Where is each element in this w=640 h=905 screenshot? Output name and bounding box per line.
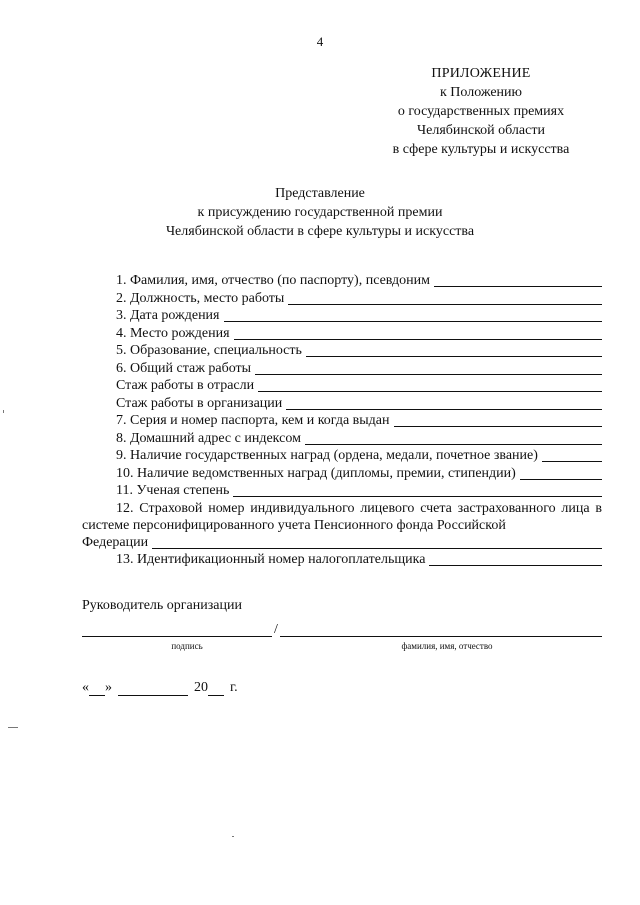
form-item-label: 8. Домашний адрес с индексом [116, 430, 301, 446]
scan-mark [8, 727, 18, 728]
signature-captions [82, 641, 602, 651]
fill-line[interactable] [434, 273, 602, 287]
form-item-label: 9. Наличие государственных наград (ордена, медали, почетное звание) [116, 448, 538, 463]
fill-line[interactable] [542, 448, 602, 462]
form-item-birthdate [82, 307, 602, 324]
appendix-line: Челябинской области [417, 123, 545, 138]
caption-signature: подпись [171, 641, 203, 651]
nomination-form [82, 272, 602, 568]
form-item-organization-experience [82, 395, 602, 412]
form-item-label: 7. Серия и номер паспорта, кем и когда выдан [116, 413, 390, 428]
signature-title: Руководитель организации [82, 598, 242, 613]
month-field[interactable] [118, 683, 188, 696]
year-field[interactable] [208, 683, 224, 696]
signature-block [82, 598, 602, 651]
form-item-address [82, 430, 602, 447]
day-field[interactable] [89, 683, 105, 696]
form-item-label: 5. Образование, специальность [116, 343, 302, 358]
heading-line: к присуждению государственной премии [197, 205, 443, 220]
fill-line[interactable] [224, 308, 603, 322]
appendix-line: к Положению [439, 85, 522, 100]
fill-line[interactable] [286, 396, 602, 410]
fill-line[interactable] [394, 413, 602, 427]
full-name-line[interactable] [280, 623, 602, 637]
fill-line[interactable] [152, 535, 602, 549]
form-item-education [82, 342, 602, 359]
heading-title: Представление [275, 186, 365, 201]
form-item-label: Стаж работы в организации [116, 395, 283, 411]
form-item-position [82, 290, 602, 307]
fill-line[interactable] [520, 466, 602, 480]
fill-line[interactable] [258, 378, 602, 392]
date-quote-close: » [105, 680, 112, 695]
form-item-label: 10. Наличие ведомственных наград (дипломы, премии, стипендии) [116, 465, 516, 481]
scan-mark [3, 410, 4, 413]
form-item-state-awards [82, 447, 602, 464]
fill-line[interactable] [234, 326, 602, 340]
form-item-label: 11. Ученая степень [116, 483, 230, 498]
document-heading [0, 184, 640, 241]
signature-line[interactable] [82, 623, 272, 637]
fill-line[interactable] [305, 431, 602, 445]
form-item-label: 6. Общий стаж работы [116, 360, 252, 376]
form-item-label: 4. Место рождения [116, 325, 230, 341]
page-number: 4 [316, 34, 324, 49]
form-item-insurance-number [82, 500, 602, 534]
form-item-departmental-awards [82, 465, 602, 482]
form-item-label: 2. Должность, место работы [116, 290, 285, 306]
form-item-insurance-number-end [82, 534, 602, 551]
fill-line[interactable] [255, 361, 602, 375]
signature-slash: / [274, 622, 278, 637]
year-suffix: г. [230, 680, 238, 695]
fill-line[interactable] [306, 343, 602, 357]
appendix-block [366, 64, 596, 159]
form-item-degree [82, 482, 602, 499]
caption-full-name: фамилия, имя, отчество [401, 641, 493, 651]
fill-line[interactable] [233, 483, 602, 497]
form-item-label: 3. Дата рождения [116, 308, 220, 323]
form-item-label: Федерации [82, 534, 149, 550]
appendix-title: ПРИЛОЖЕНИЕ [431, 66, 531, 81]
appendix-line: о государственных премиях [397, 104, 565, 119]
form-item-passport [82, 412, 602, 429]
form-item-total-experience [82, 360, 602, 377]
form-item-tax-id [82, 551, 602, 568]
fill-line[interactable] [429, 552, 602, 566]
fill-line[interactable] [288, 291, 602, 305]
date-line [82, 680, 238, 696]
appendix-line: в сфере культуры и искусства [392, 142, 570, 157]
form-item-label: Стаж работы в отрасли [116, 378, 255, 393]
year-prefix: 20 [194, 680, 208, 695]
heading-line: Челябинской области в сфере культуры и искусства [165, 224, 475, 239]
date-quote-open: « [82, 680, 89, 695]
scan-mark [232, 836, 234, 837]
form-item-label: 13. Идентификационный номер налогоплательщика [116, 551, 426, 567]
signature-lines [82, 621, 602, 637]
form-item-birthplace [82, 325, 602, 342]
form-item-label: 1. Фамилия, имя, отчество (по паспорту), псевдоним [116, 273, 431, 288]
form-item-label: 12. Страховой номер индивидуального лицевого счета застрахованного лица в системе персонифицированного учета Пенсионного фонда Российской [82, 500, 602, 533]
form-item-name [82, 272, 602, 289]
form-item-industry-experience [82, 377, 602, 394]
